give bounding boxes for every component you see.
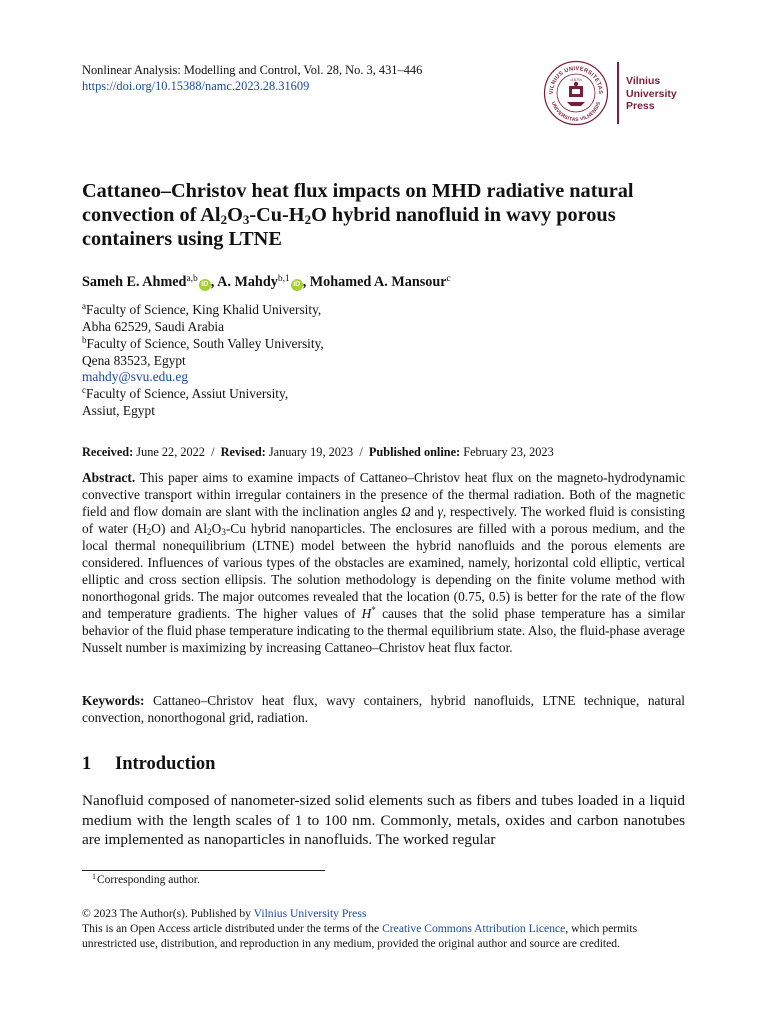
orcid-icon[interactable]: iD [199,279,211,291]
seal-year: •1579• [570,77,582,82]
publication-dates: Received: June 22, 2022 / Revised: January 19, 2023 / Published online: February 23, 2023 [82,445,554,459]
seal-bottom-text: UNIVERSITAS VILNENSIS [549,100,603,124]
intro-paragraph: Nanofluid composed of nanometer-sized solid elements such as fibers and tubes loaded in a liquid medium with the length scales of 1 to 100 nm. Commonly, metals, oxides and carbon nanotubes are implemented as nanoparticles in nanofluids. The worked regular [82,792,685,848]
author-list: Sameh E. Ahmed$^{a,b}$iD , A. Mahdy$^{b,1}$iD , Mohamed A. Mansour$^c$ [82,274,451,290]
footnote: $^1$Corresponding author. [92,872,200,886]
section-heading: 1 Introduction [82,754,216,774]
author-name: Sameh E. Ahmed [82,274,187,290]
press-divider [617,62,619,124]
doi-link[interactable]: https://doi.org/10.15388/namc.2023.28.31609 [82,79,310,93]
affiliation-c: $^c$Faculty of Science, Assiut University, Assiut, Egypt [82,385,289,418]
affiliation-a: $^a$Faculty of Science, King Khalid University, Abha 62529, Saudi Arabia [82,301,322,334]
journal-citation: Nonlinear Analysis: Modelling and Control, Vol. 28, No. 3, 431–446 [82,63,423,77]
keywords: Keywords: Cattaneo–Christov heat flux, wavy containers, hybrid nanofluids, LTNE technique, natural convection, nonorthogonal grid, radiation. [82,693,685,725]
paper-title: Cattaneo–Christov heat flux impacts on MHD radiative natural convection of $Al_2O_3-Cu-H_2O$ hybrid nanofluid in wavy porous containers using LTNE [82,180,634,250]
affiliation-b: $^b$Faculty of Science, South Valley University, Qena 83523, Egypt mahdy@svu.edu.eg [82,335,324,384]
email-link[interactable]: mahdy@svu.edu.eg [82,369,189,384]
licence-link[interactable]: Creative Commons Attribution Licence [382,922,566,936]
university-seal-logo [543,60,609,126]
press-link[interactable]: Vilnius University Press [253,907,367,920]
license-notice: © 2023 The Author(s). Published by Vilnius University Press This is an Open Access article distributed under the terms of the Creative Commons Attribution Licence, which permits unrestricted use, distribution, and reproduction in any medium, provided the original author and source are credited. [82,907,638,951]
author-name: A. Mahdy [217,274,278,290]
abstract: Abstract. This paper aims to examine impacts of Cattaneo–Christov heat flux on the magneto-hydrodynamic convective transport within irregular containers in the presence of the thermal radiation. Both of the magnetic field and flow domain are slant with the inclination angles Ω and γ, respectively. The worked fluid is consisting of water $(H_2O)$ and $Al_2O_3-Cu$ hybrid nanoparticles. The enclosures are filled with a porous medium, and the local thermal nonequilibrium (LTNE) model between the hybrid nanofluids and the porous elements are considered. Influences of various types of the obstacles are examined, namely, horizontal cold elliptic, vertical elliptic and cross section ellipsis. The solution methodology is depending on the finite volume method with nonorthogonal grids. The major outcomes revealed that the location (0.75, 0.5) is better for the rate of the flow and temperature gradients. The higher values of H* causes that the solid phase temperature has a similar behavior of the fluid phase temperature indicating to the thermal equilibrium state. Also, the fluid-phase average Nusselt number is maximizing by increasing Cattaneo–Christov heat flux factor. [82,470,686,656]
author-name: Mohamed A. Mansour [309,274,447,290]
seal-top-text: VILNIUS UNIVERSITETAS [548,65,604,95]
press-name: Vilnius University Press [626,75,677,112]
journal-header [82,62,422,94]
footnote-rule [82,870,325,871]
orcid-icon[interactable]: iD [291,279,303,291]
